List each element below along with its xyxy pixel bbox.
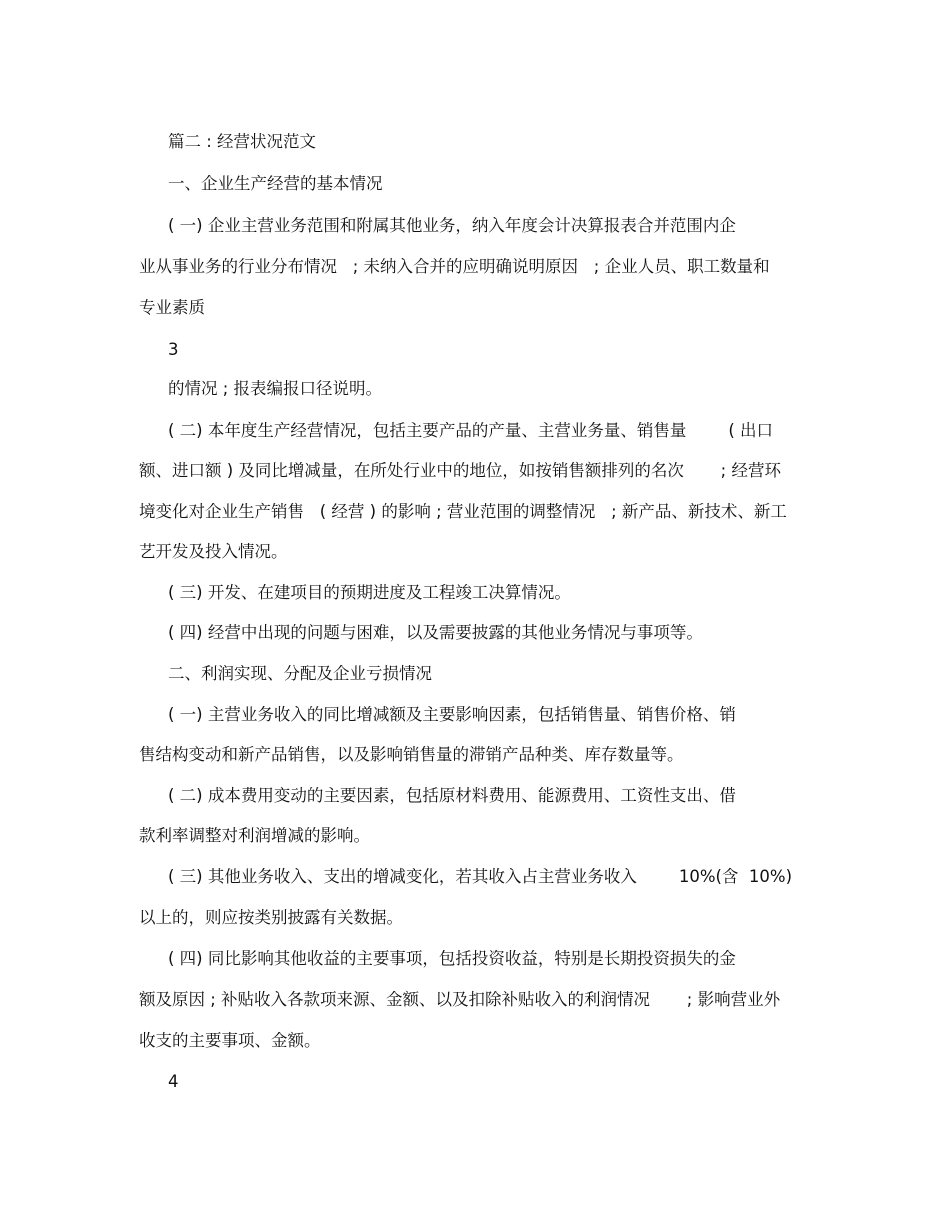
paragraph-line: ( 四) 同比影响其他收益的主要事项，包括投资收益，特别是长期投资损失的金 xyxy=(168,949,736,968)
paragraph-line: ( 一) 主营业务收入的同比增减额及主要影响因素，包括销售量、销售价格、销 xyxy=(168,705,736,724)
paragraph-line: 售结构变动和新产品销售，以及影响销售量的滞销产品种类、库存数量等。 xyxy=(139,745,684,764)
section-heading: 篇二 : 经营状况范文 xyxy=(168,132,317,151)
paragraph-line: ( 三) 其他业务收入、支出的增减变化，若其收入占主营业务收入 10%(含 10%) xyxy=(168,867,793,886)
paragraph-line: ( 二) 本年度生产经营情况，包括主要产品的产量、主营业务量、销售量 ( 出口 xyxy=(168,421,774,440)
paragraph-line: 境变化对企业生产销售 ( 经营 ) 的影响 ; 营业范围的调整情况 ; 新产品、新技术、新工 xyxy=(139,502,787,521)
paragraph-line: ( 四) 经营中出现的问题与困难，以及需要披露的其他业务情况与事项等。 xyxy=(168,623,703,642)
paragraph-line: 额及原因 ; 补贴收入各款项来源、金额、以及扣除补贴收入的利润情况 ; 影响营业外 xyxy=(139,990,781,1009)
paragraph-line: 以上的，则应按类别披露有关数据。 xyxy=(139,908,403,927)
paragraph-line: 款利率调整对利润增减的影响。 xyxy=(139,826,370,845)
paragraph-line: ( 二) 成本费用变动的主要因素，包括原材料费用、能源费用、工资性支出、借 xyxy=(168,786,736,805)
chapter-heading: 二、利润实现、分配及企业亏损情况 xyxy=(168,664,432,683)
paragraph-line: 艺开发及投入情况。 xyxy=(139,542,288,561)
page-number: 3 xyxy=(168,340,179,359)
paragraph-line: 额、进口额 ) 及同比增减量，在所处行业中的地位，如按销售额排列的名次 ; 经营环 xyxy=(139,461,781,480)
chapter-heading: 一、企业生产经营的基本情况 xyxy=(168,174,383,193)
paragraph-line: 专业素质 xyxy=(139,298,205,317)
paragraph-line: 业从事业务的行业分布情况 ; 未纳入合并的应明确说明原因 ; 企业人员、职工数量和 xyxy=(139,257,770,276)
paragraph-line: ( 一) 企业主营业务范围和附属其他业务，纳入年度会计决算报表合并范围内企 xyxy=(168,216,736,235)
paragraph-line: ( 三) 开发、在建项目的预期进度及工程竣工决算情况。 xyxy=(168,583,571,602)
page-number: 4 xyxy=(168,1072,179,1091)
paragraph-line: 收支的主要事项、金额。 xyxy=(139,1031,321,1050)
paragraph-line: 的情况 ; 报表编报口径说明。 xyxy=(168,379,383,398)
